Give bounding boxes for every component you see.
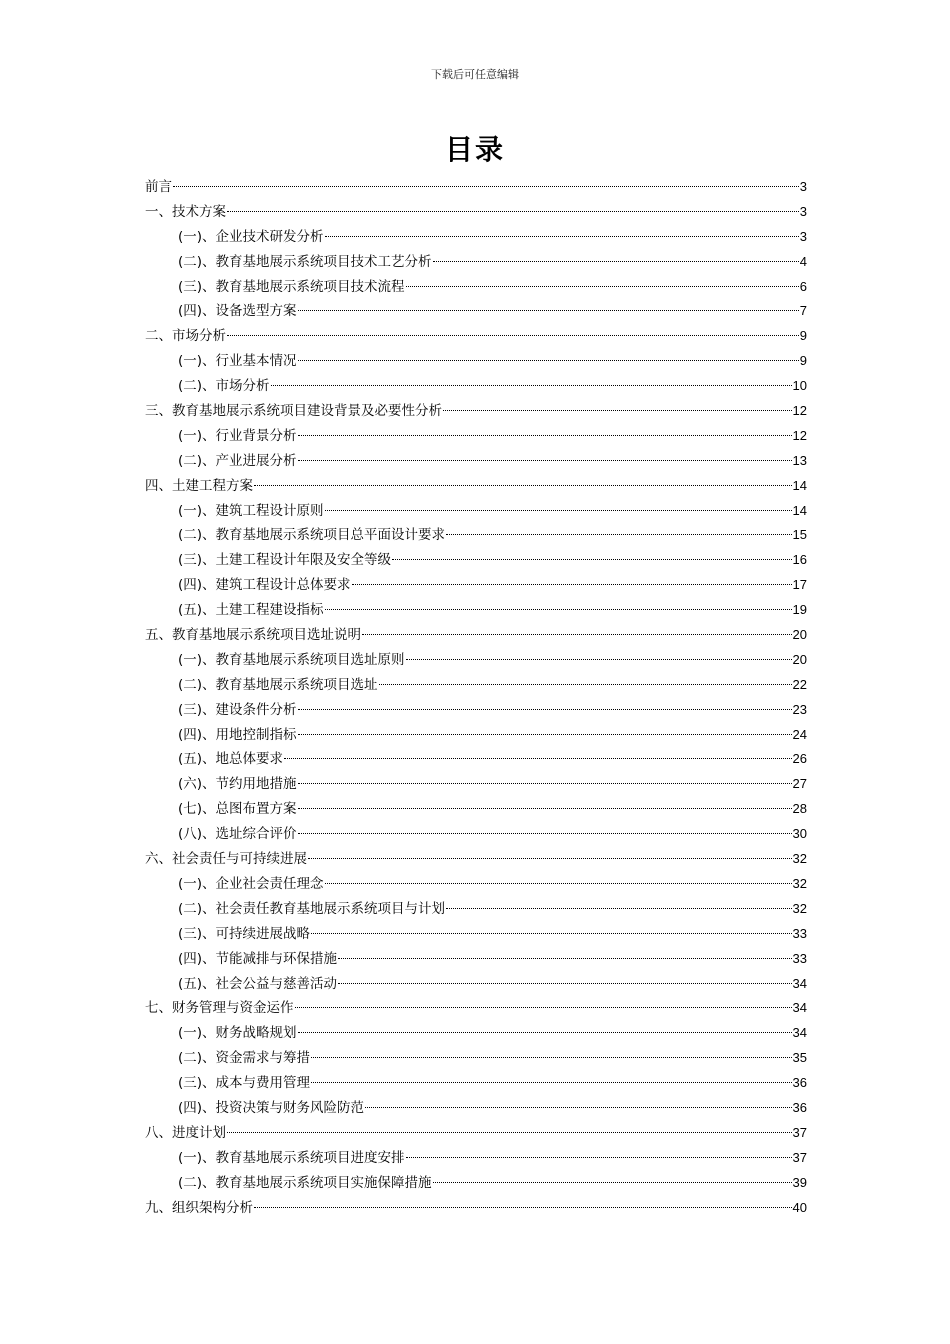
toc-entry-page-number: 7 <box>799 303 807 319</box>
toc-entry-page-number: 20 <box>792 651 807 667</box>
toc-entry-page-number: 37 <box>792 1149 807 1165</box>
dot-leader <box>325 883 792 884</box>
toc-entry-page-number: 3 <box>799 203 807 219</box>
toc-entry-label: 前言 <box>145 179 172 195</box>
toc-entry-label: (一)、企业社会责任理念 <box>178 875 324 892</box>
toc-entry-page-number: 32 <box>792 900 807 916</box>
toc-entry[interactable] <box>145 673 807 698</box>
toc-entry[interactable] <box>145 797 807 822</box>
toc-entry[interactable] <box>145 1021 807 1046</box>
dot-leader <box>406 286 799 287</box>
toc-entry[interactable] <box>145 648 807 673</box>
dot-leader <box>311 1082 791 1083</box>
toc-entry-page-number: 22 <box>792 676 807 692</box>
dot-leader <box>254 485 792 486</box>
toc-entry-page-number: 28 <box>792 801 807 817</box>
toc-entry-label: (四)、节能减排与环保措施 <box>178 950 338 967</box>
toc-entry-page-number: 10 <box>792 378 807 394</box>
dot-leader <box>446 534 791 535</box>
toc-entry-page-number: 3 <box>799 228 807 244</box>
toc-entry-label: (五)、土建工程建设指标 <box>178 602 324 619</box>
toc-entry[interactable] <box>145 200 807 225</box>
toc-entry-page-number: 39 <box>792 1174 807 1190</box>
toc-entry[interactable] <box>145 523 807 548</box>
toc-entry-page-number: 15 <box>792 527 807 543</box>
toc-entry-page-number: 19 <box>792 602 807 618</box>
toc-entry-label: (三)、可持续进展战略 <box>178 925 311 942</box>
toc-entry-page-number: 3 <box>799 179 807 194</box>
toc-entry-page-number: 24 <box>792 726 807 742</box>
dot-leader <box>406 659 792 660</box>
toc-entry-page-number: 35 <box>792 1050 807 1066</box>
toc-entry-label: (三)、土建工程设计年限及安全等级 <box>178 552 392 569</box>
toc-entry-page-number: 34 <box>792 1000 807 1016</box>
toc-entry[interactable] <box>145 548 807 573</box>
toc-entry-label: 七、财务管理与资金运作 <box>145 1000 294 1017</box>
toc-entry-label: (一)、财务战略规划 <box>178 1025 297 1042</box>
toc-entry-page-number: 20 <box>792 627 807 643</box>
toc-title: 目录 <box>444 133 505 166</box>
dot-leader <box>298 783 792 784</box>
toc-entry-label: (四)、投资决策与财务风险防范 <box>178 1099 365 1116</box>
toc-entry[interactable] <box>145 324 807 349</box>
toc-entry[interactable] <box>145 872 807 897</box>
toc-entry[interactable] <box>145 1071 807 1096</box>
dot-leader <box>298 435 792 436</box>
toc-entry-label: 二、市场分析 <box>145 328 226 345</box>
toc-entry-page-number: 33 <box>792 925 807 941</box>
toc-entry-page-number: 12 <box>792 427 807 443</box>
dot-leader <box>392 559 791 560</box>
toc-entry[interactable] <box>145 698 807 723</box>
toc-entry-label: (五)、地总体要求 <box>178 751 284 768</box>
dot-leader <box>379 684 792 685</box>
toc-entry[interactable] <box>145 175 807 200</box>
toc-entry[interactable] <box>145 1096 807 1121</box>
toc-entry[interactable] <box>145 1121 807 1146</box>
toc-entry-page-number: 32 <box>792 851 807 867</box>
dot-leader <box>254 1207 792 1208</box>
toc-entry-page-number: 14 <box>792 477 807 493</box>
toc-entry[interactable] <box>145 723 807 748</box>
toc-entry-label: 八、进度计划 <box>145 1124 226 1141</box>
toc-entry[interactable] <box>145 747 807 772</box>
dot-leader <box>406 1157 792 1158</box>
toc-entry-page-number: 33 <box>792 950 807 966</box>
toc-entry-label: (四)、设备选型方案 <box>178 303 297 320</box>
toc-entry-page-number: 9 <box>799 353 807 369</box>
toc-entry[interactable] <box>145 897 807 922</box>
toc-entry-page-number: 4 <box>799 253 807 269</box>
toc-entry[interactable] <box>145 449 807 474</box>
dot-leader <box>298 360 799 361</box>
toc-entry[interactable] <box>145 1146 807 1171</box>
toc-entry[interactable] <box>145 250 807 275</box>
toc-entry[interactable] <box>145 1171 807 1196</box>
dot-leader <box>227 211 799 212</box>
toc-entry-label: (一)、教育基地展示系统项目进度安排 <box>178 1149 405 1166</box>
toc-entry[interactable] <box>145 1046 807 1071</box>
dot-leader <box>271 385 792 386</box>
toc-entry-page-number: 36 <box>792 1075 807 1091</box>
toc-entry-page-number: 13 <box>792 452 807 468</box>
dot-leader <box>298 734 792 735</box>
toc-entry[interactable] <box>145 474 807 499</box>
dot-leader <box>298 1032 792 1033</box>
toc-entry[interactable] <box>145 374 807 399</box>
dot-leader <box>227 335 799 336</box>
toc-entry-label: (二)、教育基地展示系统项目实施保障措施 <box>178 1174 432 1191</box>
toc-entry-page-number: 12 <box>792 403 807 419</box>
table-of-contents <box>145 175 807 1220</box>
toc-entry-page-number: 26 <box>792 751 807 767</box>
toc-entry-label: (一)、建筑工程设计原则 <box>178 502 324 519</box>
dot-leader <box>227 1132 792 1133</box>
dot-leader <box>311 1057 791 1058</box>
dot-leader <box>295 1007 792 1008</box>
toc-entry-label: (三)、成本与费用管理 <box>178 1075 311 1092</box>
toc-entry-page-number: 37 <box>792 1124 807 1140</box>
toc-entry-label: (四)、用地控制指标 <box>178 726 297 743</box>
dot-leader <box>433 261 799 262</box>
page-header-note: 下载后可任意编辑 <box>431 68 519 81</box>
dot-leader <box>338 958 791 959</box>
toc-entry-label: 四、土建工程方案 <box>145 477 253 494</box>
dot-leader <box>443 410 792 411</box>
toc-entry-page-number: 14 <box>792 502 807 518</box>
toc-entry-page-number: 17 <box>792 577 807 593</box>
toc-entry[interactable] <box>145 822 807 847</box>
dot-leader <box>365 1107 791 1108</box>
toc-entry-page-number: 32 <box>792 875 807 891</box>
dot-leader <box>308 858 792 859</box>
toc-entry-label: 六、社会责任与可持续进展 <box>145 851 307 868</box>
toc-entry-label: 三、教育基地展示系统项目建设背景及必要性分析 <box>145 403 442 420</box>
dot-leader <box>311 933 791 934</box>
dot-leader <box>173 186 799 187</box>
toc-entry-page-number: 36 <box>792 1099 807 1115</box>
toc-entry-label: (二)、市场分析 <box>178 378 270 395</box>
toc-entry-page-number: 34 <box>792 1025 807 1041</box>
toc-entry[interactable] <box>145 499 807 524</box>
toc-entry-page-number: 34 <box>792 975 807 991</box>
toc-entry-label: 五、教育基地展示系统项目选址说明 <box>145 627 361 644</box>
toc-entry-page-number: 30 <box>792 826 807 842</box>
toc-entry-label: (四)、建筑工程设计总体要求 <box>178 577 351 594</box>
toc-entry[interactable] <box>145 972 807 997</box>
dot-leader <box>325 510 792 511</box>
toc-entry[interactable] <box>145 922 807 947</box>
toc-entry[interactable] <box>145 573 807 598</box>
toc-entry-label: (八)、选址综合评价 <box>178 826 297 843</box>
dot-leader <box>325 609 792 610</box>
toc-entry-label: (七)、总图布置方案 <box>178 801 297 818</box>
toc-entry-label: (六)、节约用地措施 <box>178 776 297 793</box>
dot-leader <box>298 310 799 311</box>
toc-entry-page-number: 16 <box>792 552 807 568</box>
toc-entry-label: (二)、教育基地展示系统项目技术工艺分析 <box>178 253 432 270</box>
toc-entry[interactable] <box>145 399 807 424</box>
toc-entry-label: (二)、社会责任教育基地展示系统项目与计划 <box>178 900 446 917</box>
dot-leader <box>338 983 791 984</box>
toc-entry-label: 一、技术方案 <box>145 203 226 220</box>
dot-leader <box>298 709 792 710</box>
toc-entry[interactable] <box>145 947 807 972</box>
dot-leader <box>352 584 792 585</box>
toc-entry-page-number: 9 <box>799 328 807 344</box>
toc-entry[interactable] <box>145 847 807 872</box>
toc-entry-page-number: 27 <box>792 776 807 792</box>
toc-entry[interactable] <box>145 1196 807 1221</box>
toc-entry[interactable] <box>145 275 807 300</box>
dot-leader <box>362 634 792 635</box>
dot-leader <box>325 236 799 237</box>
toc-entry-label: 九、组织架构分析 <box>145 1199 253 1216</box>
toc-entry-label: (二)、产业进展分析 <box>178 452 297 469</box>
toc-entry-label: (一)、行业基本情况 <box>178 353 297 370</box>
toc-entry-label: (二)、资金需求与筹措 <box>178 1050 311 1067</box>
toc-entry-page-number: 40 <box>792 1199 807 1215</box>
dot-leader <box>298 808 792 809</box>
toc-entry-page-number: 6 <box>799 278 807 294</box>
toc-entry-page-number: 23 <box>792 701 807 717</box>
dot-leader <box>446 908 791 909</box>
dot-leader <box>433 1182 792 1183</box>
toc-entry[interactable] <box>145 225 807 250</box>
toc-entry[interactable] <box>145 623 807 648</box>
toc-entry-label: (一)、企业技术研发分析 <box>178 228 324 245</box>
dot-leader <box>284 758 791 759</box>
toc-entry-label: (三)、建设条件分析 <box>178 701 297 718</box>
toc-entry-label: (五)、社会公益与慈善活动 <box>178 975 338 992</box>
toc-entry-label: (三)、教育基地展示系统项目技术流程 <box>178 278 405 295</box>
toc-entry-label: (一)、行业背景分析 <box>178 427 297 444</box>
toc-entry[interactable] <box>145 598 807 623</box>
toc-entry[interactable] <box>145 996 807 1021</box>
toc-entry-label: (二)、教育基地展示系统项目选址 <box>178 676 378 693</box>
toc-entry-label: (一)、教育基地展示系统项目选址原则 <box>178 651 405 668</box>
toc-entry[interactable] <box>145 349 807 374</box>
toc-entry[interactable] <box>145 772 807 797</box>
dot-leader <box>298 833 792 834</box>
toc-entry[interactable] <box>145 424 807 449</box>
toc-entry-label: (二)、教育基地展示系统项目总平面设计要求 <box>178 527 446 544</box>
toc-entry[interactable] <box>145 299 807 324</box>
dot-leader <box>298 460 792 461</box>
